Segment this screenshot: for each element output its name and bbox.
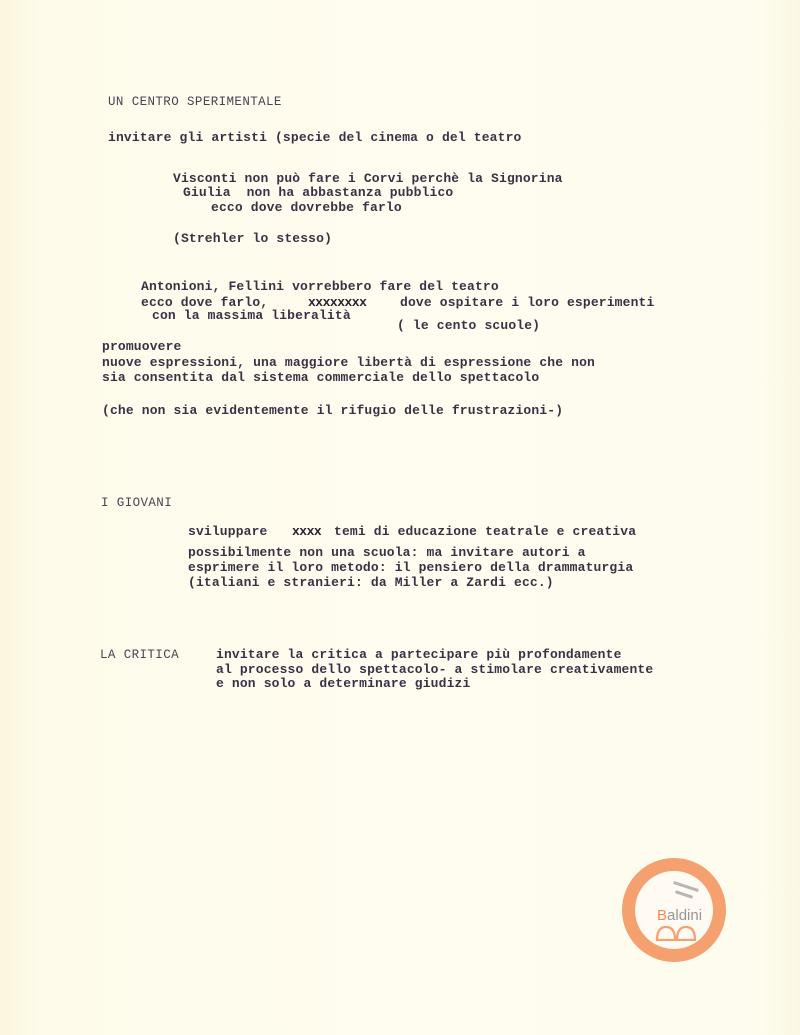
text-line: nuove espressioni, una maggiore libertà di espressione che non xyxy=(102,355,595,370)
text-line: Antonioni, Fellini vorrebbero fare del teatro xyxy=(141,279,499,294)
text-line: possibilmente non una scuola: ma invitare autori a xyxy=(188,545,586,560)
section-heading-critica: LA CRITICA xyxy=(100,648,180,662)
text-line: dove ospitare i loro esperimenti xyxy=(400,295,655,310)
struck-out-word: xxxx xyxy=(292,524,322,539)
text-line: ecco dove dovrebbe farlo xyxy=(211,200,402,215)
text-line: (che non sia evidentemente il rifugio delle frustrazioni-) xyxy=(102,403,564,418)
text-line: invitare gli artisti (specie del cinema o del teatro xyxy=(108,130,522,145)
text-line: (Strehler lo stesso) xyxy=(173,231,333,246)
text-line: con la massima liberalità xyxy=(152,308,351,323)
text-line: ( le cento scuole) xyxy=(397,318,541,333)
text-line: promuovere xyxy=(102,339,182,354)
text-line: Giulia non ha abbastanza pubblico xyxy=(183,185,454,200)
section-heading-centro: UN CENTRO SPERIMENTALE xyxy=(108,95,282,109)
text-line: sia consentita dal sistema commerciale dello spettacolo xyxy=(102,370,540,385)
struck-out-word: xxxxxxxx xyxy=(308,295,367,310)
text-line: (italiani e stranieri: da Miller a Zardi ecc.) xyxy=(188,575,554,590)
text-line: sviluppare xyxy=(188,524,268,539)
stamp-text-bar xyxy=(675,890,693,898)
text-line: e non solo a determinare giudizi xyxy=(216,676,471,691)
section-heading-giovani: I GIOVANI xyxy=(101,496,173,510)
text-line: ecco dove farlo, xyxy=(141,295,269,310)
text-line: al processo dello spettacolo- a stimolare creativamente xyxy=(216,662,654,677)
library-stamp-logo xyxy=(622,858,726,962)
text-line: temi di educazione teatrale e creativa xyxy=(334,524,637,539)
text-line: invitare la critica a partecipare più profondamente xyxy=(216,647,622,662)
text-line: esprimere il loro metodo: il pensiero della drammaturgia xyxy=(188,560,634,575)
text-line: Visconti non può fare i Corvi perchè la Signorina xyxy=(173,171,563,186)
book-arches-icon xyxy=(655,925,697,941)
stamp-label: Baldini xyxy=(657,907,703,924)
